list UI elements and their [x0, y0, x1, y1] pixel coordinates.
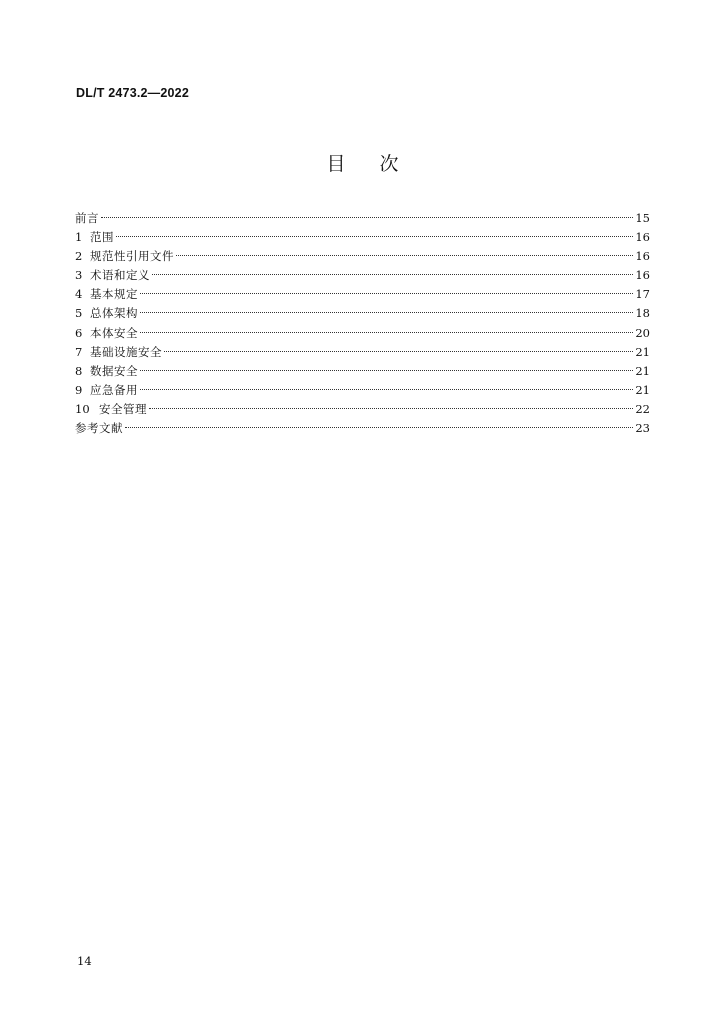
- toc-entry-page: 15: [635, 211, 650, 225]
- leader-dots: [140, 332, 633, 333]
- toc-entry-8[interactable]: [75, 362, 650, 381]
- leader-dots: [116, 236, 633, 237]
- toc-entry-page: 22: [635, 401, 650, 416]
- leader-dots: [164, 351, 633, 352]
- toc-entry-foreword[interactable]: [75, 209, 650, 228]
- toc-entry-4[interactable]: [75, 285, 650, 304]
- leader-dots: [101, 217, 633, 218]
- leader-dots: [125, 427, 633, 428]
- toc-entry-bibliography[interactable]: [75, 419, 650, 438]
- toc-entry-label: 前言: [75, 211, 99, 225]
- toc-entry-page: 16: [635, 249, 650, 264]
- leader-dots: [140, 312, 633, 313]
- toc-entry-label: 安全管理: [99, 401, 147, 416]
- toc-entry-number: 6: [75, 325, 83, 340]
- toc-entry-label: 本体安全: [90, 325, 138, 340]
- leader-dots: [176, 255, 633, 256]
- toc-entry-5[interactable]: [75, 304, 650, 323]
- toc-entry-label: 应急备用: [90, 382, 138, 397]
- toc-entry-number: 10: [75, 401, 90, 416]
- toc-entry-number: 4: [75, 287, 83, 302]
- toc-entry-page: 21: [635, 363, 650, 378]
- toc-entry-label: 参考文献: [75, 421, 123, 436]
- toc-entry-page: 20: [635, 325, 650, 340]
- leader-dots: [140, 389, 633, 390]
- table-of-contents: [75, 209, 650, 438]
- toc-entry-number: 2: [75, 249, 83, 264]
- toc-entry-page: 21: [635, 344, 650, 359]
- toc-entry-9[interactable]: [75, 381, 650, 400]
- toc-entry-number: 9: [75, 382, 83, 397]
- toc-entry-number: 7: [75, 344, 83, 359]
- toc-entry-label: 规范性引用文件: [90, 249, 174, 264]
- toc-entry-page: 23: [635, 421, 650, 436]
- toc-entry-number: 5: [75, 306, 83, 321]
- toc-entry-page: 18: [635, 306, 650, 321]
- toc-entry-label: 术语和定义: [90, 268, 150, 283]
- toc-entry-label: 总体架构: [90, 306, 138, 321]
- toc-entry-number: 8: [75, 363, 83, 378]
- toc-entry-1[interactable]: [75, 228, 650, 247]
- leader-dots: [140, 293, 633, 294]
- leader-dots: [149, 408, 633, 409]
- toc-entry-2[interactable]: [75, 247, 650, 266]
- toc-entry-number: 3: [75, 268, 83, 283]
- document-code: DL/T 2473.2—2022: [76, 86, 189, 100]
- toc-entry-label: 范围: [90, 230, 114, 245]
- toc-entry-number: 1: [75, 230, 83, 245]
- toc-entry-page: 21: [635, 382, 650, 397]
- toc-entry-label: 基本规定: [90, 287, 138, 302]
- toc-title: 目次: [326, 153, 433, 175]
- toc-entry-10[interactable]: [75, 400, 650, 419]
- page-number: 14: [77, 954, 92, 968]
- toc-entry-7[interactable]: [75, 343, 650, 362]
- leader-dots: [140, 370, 633, 371]
- toc-entry-page: 16: [635, 268, 650, 283]
- toc-entry-page: 16: [635, 230, 650, 245]
- toc-entry-label: 基础设施安全: [90, 344, 162, 359]
- toc-entry-3[interactable]: [75, 266, 650, 285]
- toc-entry-6[interactable]: [75, 324, 650, 343]
- toc-entry-page: 17: [635, 287, 650, 302]
- leader-dots: [152, 274, 633, 275]
- toc-entry-label: 数据安全: [90, 363, 138, 378]
